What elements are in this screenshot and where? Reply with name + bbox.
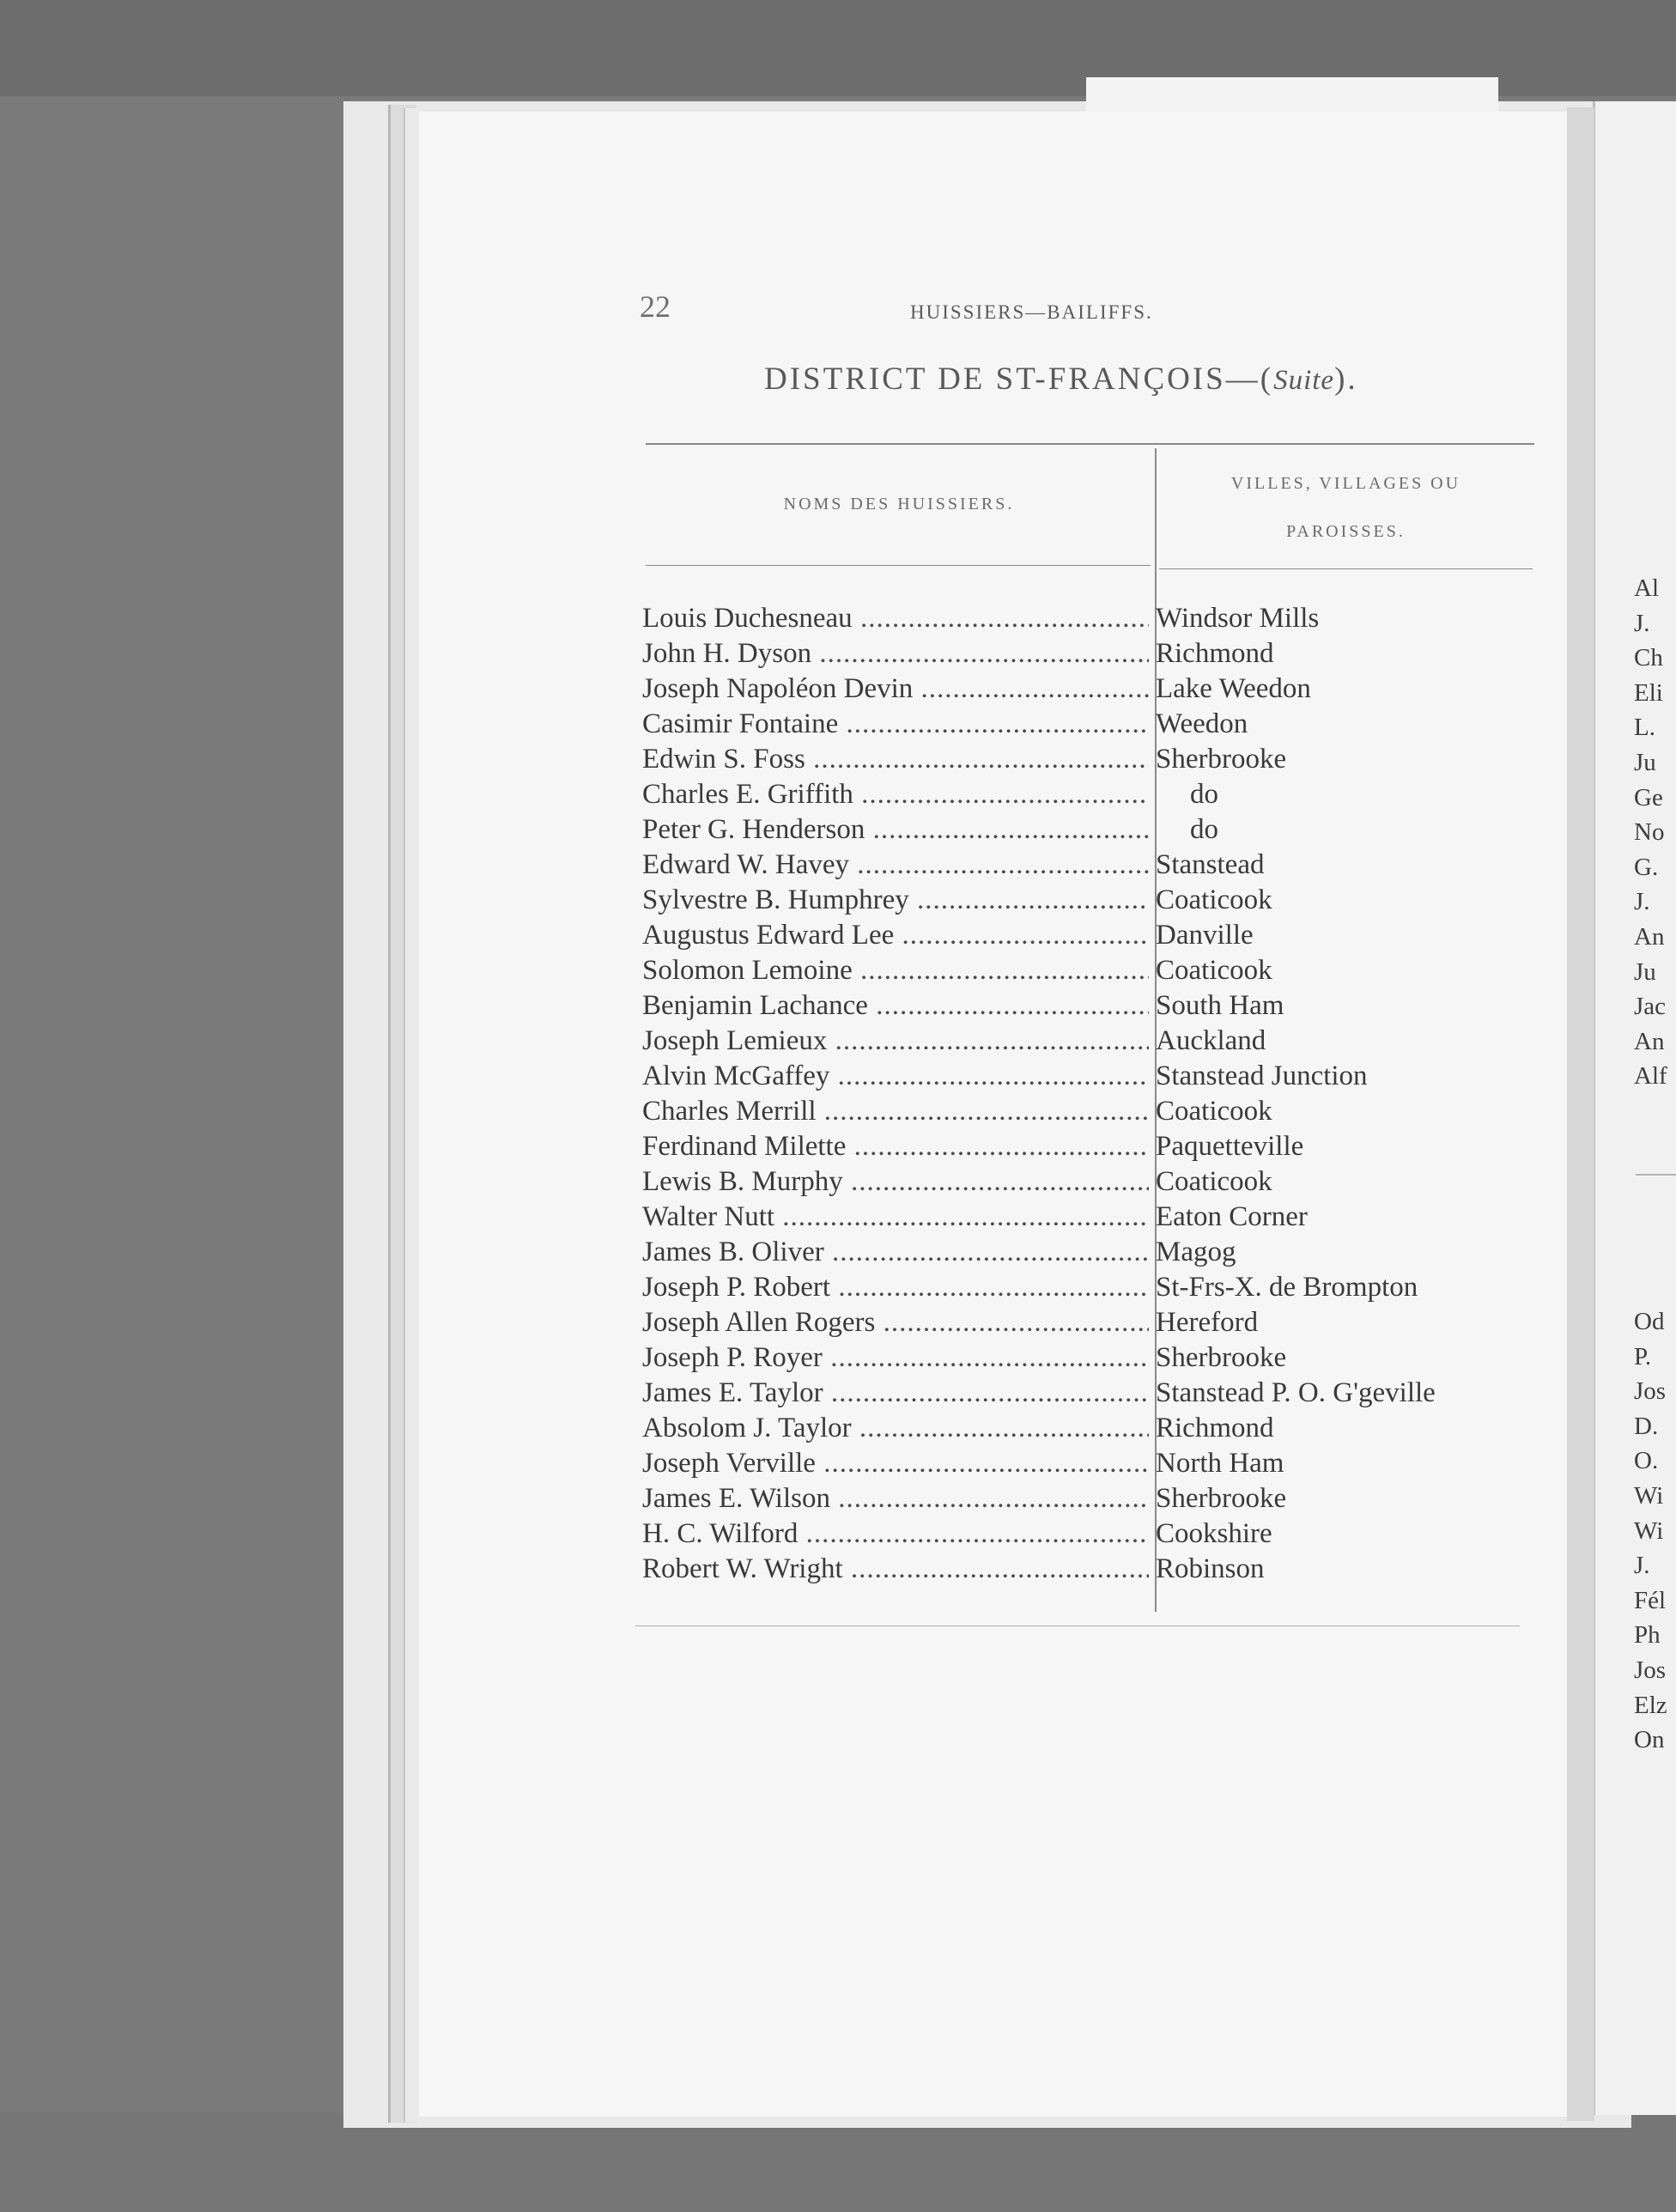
- column-header-places-line1: VILLES, VILLAGES OU: [1230, 474, 1461, 493]
- facing-page-line: An: [1634, 922, 1665, 951]
- table-row: [642, 1516, 1527, 1552]
- bailiff-place: Coaticook: [1156, 1166, 1272, 1197]
- bailiff-name: Sylvestre B. Humphrey .....: [642, 883, 1149, 918]
- facing-page-line: Ph: [1634, 1621, 1661, 1650]
- bailiff-place: North Ham: [1156, 1448, 1284, 1479]
- bailiff-name: Louis Duchesneau .....: [642, 601, 1149, 636]
- table-row: [642, 1376, 1527, 1411]
- facing-page-line: Ge: [1634, 783, 1663, 811]
- bailiff-name: Ferdinand Milette .....: [642, 1129, 1149, 1164]
- table-row: [642, 1024, 1527, 1059]
- bailiff-name: Charles E. Griffith .....: [642, 777, 1149, 812]
- bailiff-name: Joseph Napoléon Devin .....: [642, 672, 1149, 707]
- bailiff-name: H. C. Wilford .....: [642, 1516, 1149, 1552]
- bailiff-place: Weedon: [1156, 708, 1248, 739]
- facing-page-line: Jos: [1634, 1377, 1667, 1406]
- bailiff-place: St-Frs-X. de Brompton: [1156, 1272, 1418, 1303]
- facing-page-line: Ju: [1634, 957, 1656, 986]
- bailiff-name: Charles Merrill .....: [642, 1094, 1149, 1129]
- facing-page-line: Ch: [1634, 644, 1663, 672]
- table-row: [642, 1059, 1527, 1094]
- table-row: [642, 1481, 1527, 1516]
- facing-page-line: P.: [1634, 1342, 1652, 1370]
- table-row: [642, 1094, 1527, 1129]
- bailiff-name: Lewis B. Murphy .....: [642, 1164, 1149, 1200]
- facing-page-line: An: [1634, 1027, 1665, 1055]
- bailiff-place: Coaticook: [1156, 884, 1272, 915]
- facing-page-line: Od: [1634, 1308, 1665, 1335]
- facing-page-lower-list: [1634, 1304, 1676, 1758]
- bailiff-name: Absolom J. Taylor .....: [642, 1411, 1149, 1446]
- table-top-rule: [646, 443, 1534, 445]
- table-row: [642, 1305, 1527, 1340]
- facing-page-line: On: [1634, 1726, 1665, 1754]
- bailiff-place: Stanstead P. O. G'geville: [1156, 1377, 1436, 1408]
- table-row: [642, 1446, 1527, 1481]
- bailiff-name: Robert W. Wright .....: [642, 1552, 1149, 1587]
- table-row: [642, 1200, 1527, 1235]
- column-header-places-line2: PAROISSES.: [1286, 522, 1406, 541]
- table-row: [642, 742, 1527, 777]
- facing-page-line: No: [1634, 818, 1665, 847]
- facing-page-line: L.: [1634, 714, 1655, 742]
- table-row: [642, 1129, 1527, 1164]
- facing-page-line: Jos: [1634, 1656, 1667, 1684]
- running-head: HUISSIERS—BAILIFFS.: [910, 301, 1153, 323]
- section-title-close: ).: [1334, 362, 1358, 397]
- bailiff-place: Stanstead: [1156, 849, 1265, 880]
- facing-page-line: Wi: [1634, 1481, 1664, 1510]
- bailiff-place: Richmond: [1156, 1413, 1274, 1443]
- bailiff-place: Hereford: [1156, 1307, 1259, 1338]
- bailiff-place: Paquetteville: [1156, 1131, 1304, 1162]
- bailiff-place: Auckland: [1156, 1025, 1266, 1056]
- bailiff-name: Alvin McGaffey .....: [642, 1059, 1149, 1094]
- page-number: 22: [640, 289, 671, 324]
- table-row: [642, 1411, 1527, 1446]
- section-title-suite: Suite: [1273, 365, 1335, 396]
- table-row: [642, 672, 1527, 707]
- column-header-names: NOMS DES HUISSIERS.: [783, 495, 1015, 514]
- page-gutter-shadow: [1567, 107, 1594, 2121]
- table-row: [642, 777, 1527, 812]
- bailiff-place: Stanstead Junction: [1156, 1060, 1368, 1091]
- bailiff-place: South Ham: [1156, 990, 1284, 1021]
- table-row: [642, 636, 1527, 672]
- bailiff-place: Magog: [1156, 1237, 1236, 1267]
- bailiff-place: Windsor Mills: [1156, 603, 1320, 634]
- bailiff-place: Danville: [1156, 920, 1254, 951]
- table-row: [642, 707, 1527, 742]
- bailiff-table: [642, 601, 1527, 1587]
- bailiff-place: Sherbrooke: [1156, 744, 1287, 775]
- bailiff-name: Edwin S. Foss .....: [642, 742, 1149, 777]
- facing-page-line: Alf: [1634, 1062, 1667, 1091]
- facing-page-line: Al: [1634, 574, 1659, 602]
- facing-page-top: [1086, 77, 1498, 116]
- facing-page-line: J.: [1634, 888, 1650, 916]
- table-row: [642, 601, 1527, 636]
- bailiff-place: do: [1190, 814, 1218, 845]
- facing-page-upper-list: [1634, 571, 1676, 1094]
- bailiff-name: Joseph P. Royer .....: [642, 1340, 1149, 1376]
- bailiff-place: Sherbrooke: [1156, 1483, 1287, 1514]
- table-row: [642, 988, 1527, 1024]
- table-row: [642, 1340, 1527, 1376]
- bailiff-name: James E. Wilson .....: [642, 1481, 1149, 1516]
- bailiff-place: Robinson: [1156, 1553, 1265, 1584]
- bailiff-name: Joseph Verville .....: [642, 1446, 1149, 1481]
- bailiff-name: James E. Taylor .....: [642, 1376, 1149, 1411]
- facing-page-line: G.: [1634, 853, 1659, 881]
- bailiff-name: Edward W. Havey .....: [642, 848, 1149, 883]
- bailiff-place: Coaticook: [1156, 1096, 1272, 1127]
- bailiff-name: Peter G. Henderson .....: [642, 812, 1149, 848]
- facing-page-line: Ju: [1634, 748, 1656, 776]
- bailiff-place: Lake Weedon: [1156, 673, 1311, 704]
- bailiff-name: Joseph Lemieux .....: [642, 1024, 1149, 1059]
- table-row: [642, 883, 1527, 918]
- table-row: [642, 953, 1527, 988]
- bailiff-name: John H. Dyson .....: [642, 636, 1149, 672]
- bailiff-name: Augustus Edward Lee .....: [642, 918, 1149, 953]
- facing-page-line: Eli: [1634, 678, 1663, 707]
- facing-page-line: Elz: [1634, 1691, 1667, 1719]
- bailiff-name: Walter Nutt .....: [642, 1200, 1149, 1235]
- facing-page-line: J.: [1634, 609, 1650, 637]
- table-row: [642, 1270, 1527, 1305]
- bailiff-place: Richmond: [1156, 638, 1274, 669]
- table-row: [642, 1552, 1527, 1587]
- bailiff-name: James B. Oliver .....: [642, 1235, 1149, 1270]
- facing-page-rule: [1636, 1174, 1676, 1176]
- table-row: [642, 848, 1527, 883]
- bailiff-name: Benjamin Lachance .....: [642, 988, 1149, 1024]
- facing-page-line: Fél: [1634, 1586, 1667, 1614]
- facing-page-line: J.: [1634, 1552, 1650, 1580]
- bailiff-place: Cookshire: [1156, 1518, 1272, 1549]
- section-title: [764, 361, 1358, 398]
- header-bottom-rule-right: [1159, 568, 1533, 569]
- bailiff-name: Joseph Allen Rogers .....: [642, 1305, 1149, 1340]
- bailiff-place: Coaticook: [1156, 955, 1272, 986]
- bailiff-name: Joseph P. Robert .....: [642, 1270, 1149, 1305]
- bailiff-place: Eaton Corner: [1156, 1201, 1308, 1232]
- facing-page-line: Jac: [1634, 993, 1667, 1021]
- bailiff-place: do: [1190, 779, 1218, 810]
- table-row: [642, 918, 1527, 953]
- header-bottom-rule-left: [646, 565, 1151, 566]
- section-title-text: DISTRICT DE ST-FRANÇOIS—(: [764, 362, 1274, 397]
- facing-page-line: D.: [1634, 1412, 1659, 1440]
- table-row: [642, 1235, 1527, 1270]
- table-row: [642, 1164, 1527, 1200]
- facing-page-line: O.: [1634, 1447, 1659, 1475]
- facing-page: [1593, 101, 1676, 2115]
- bailiff-name: Solomon Lemoine .....: [642, 953, 1149, 988]
- bailiff-name: Casimir Fontaine .....: [642, 707, 1149, 742]
- bailiff-place: Sherbrooke: [1156, 1342, 1287, 1373]
- table-row: [642, 812, 1527, 848]
- facing-page-line: Wi: [1634, 1516, 1664, 1545]
